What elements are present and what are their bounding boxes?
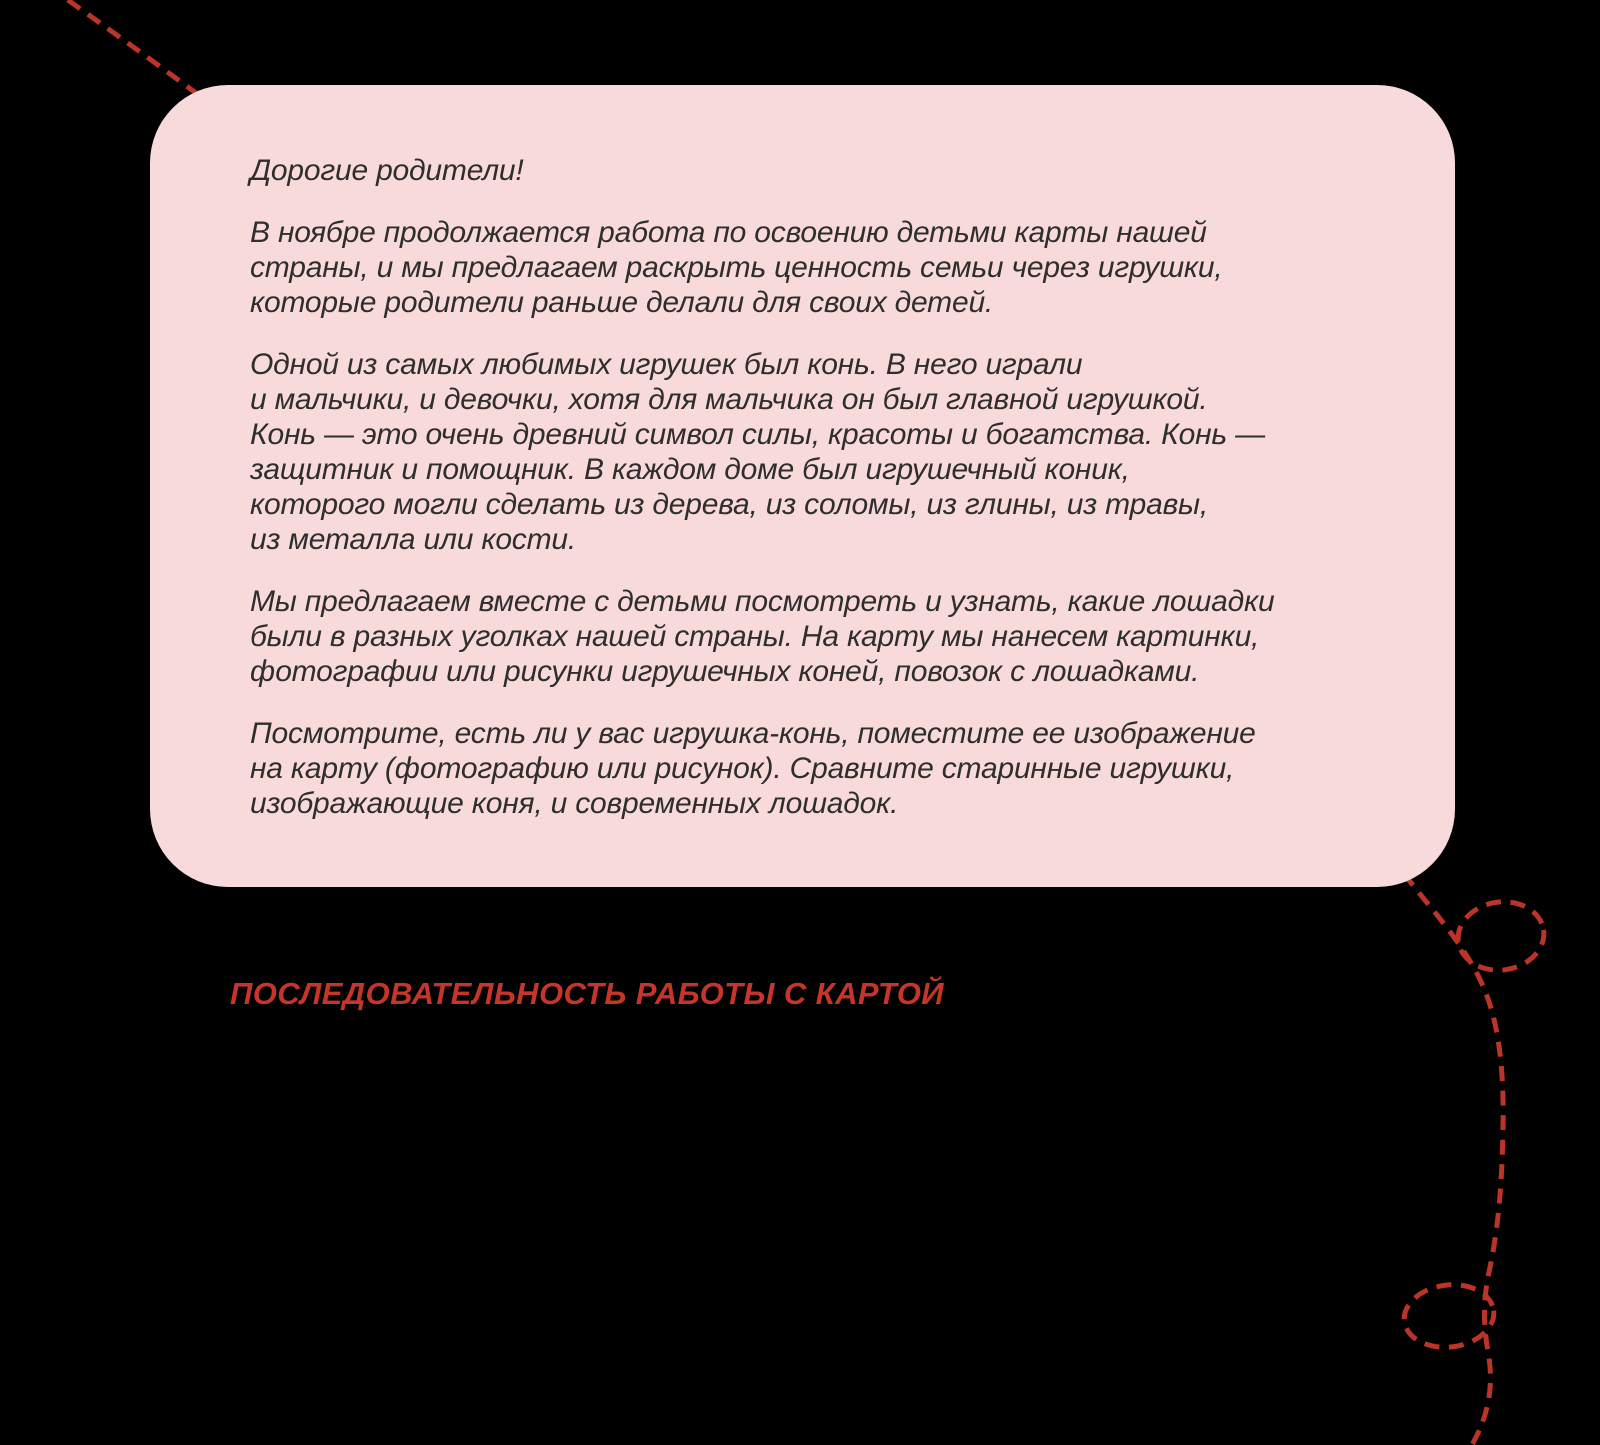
doodle-loop-top-icon <box>1454 896 1549 975</box>
paragraph-line: которые родители раньше делали для своих детей. <box>250 286 994 319</box>
paragraph-line: страны, и мы предлагаем раскрыть ценность семьи через игрушки, <box>250 251 1223 284</box>
paragraph-line: Мы предлагаем вместе с детьми посмотреть и узнать, какие лошадки <box>250 585 1275 618</box>
paragraph-november <box>250 215 1375 320</box>
paragraph-look-at-home <box>250 716 1375 821</box>
paragraph-line: на карту (фотографию или рисунок). Сравните старинные игрушки, <box>250 752 1235 785</box>
paragraph-line: Одной из самых любимых игрушек был конь. В него играли <box>250 348 1083 381</box>
paragraph-line: изображающие коня, и современных лошадок. <box>250 787 899 820</box>
dashed-line-right-icon <box>1389 854 1503 1445</box>
greeting-text: Дорогие родители! <box>250 154 524 187</box>
paragraph-line: защитник и помощник. В каждом доме был игрушечный коник, <box>250 453 1130 486</box>
paragraph-line: фотографии или рисунки игрушечных коней, повозок с лошадками. <box>250 655 1200 688</box>
dashed-line-top-left-icon <box>48 0 208 102</box>
paragraph-line: В ноябре продолжается работа по освоению детьми карты нашей <box>250 216 1207 249</box>
paragraph-line: из металла или кости. <box>250 523 577 556</box>
paragraph-line: Конь — это очень древний символ силы, красоты и богатства. Конь — <box>250 418 1265 451</box>
paragraph-map-activity <box>250 584 1375 689</box>
paragraph-line: были в разных уголках нашей страны. На карту мы нанесем картинки, <box>250 620 1260 653</box>
paragraph-line: которого могли сделать из дерева, из соломы, из глины, из травы, <box>250 488 1209 521</box>
letter-card <box>150 85 1455 887</box>
paragraph-line: Посмотрите, есть ли у вас игрушка-конь, поместите ее изображение <box>250 717 1256 750</box>
paragraph-horse-symbol <box>250 347 1375 557</box>
greeting-paragraph <box>250 153 1375 188</box>
section-title: ПОСЛЕДОВАТЕЛЬНОСТЬ РАБОТЫ С КАРТОЙ <box>230 976 944 1011</box>
paragraph-line: и мальчики, и девочки, хотя для мальчика он был главной игрушкой. <box>250 383 1208 416</box>
